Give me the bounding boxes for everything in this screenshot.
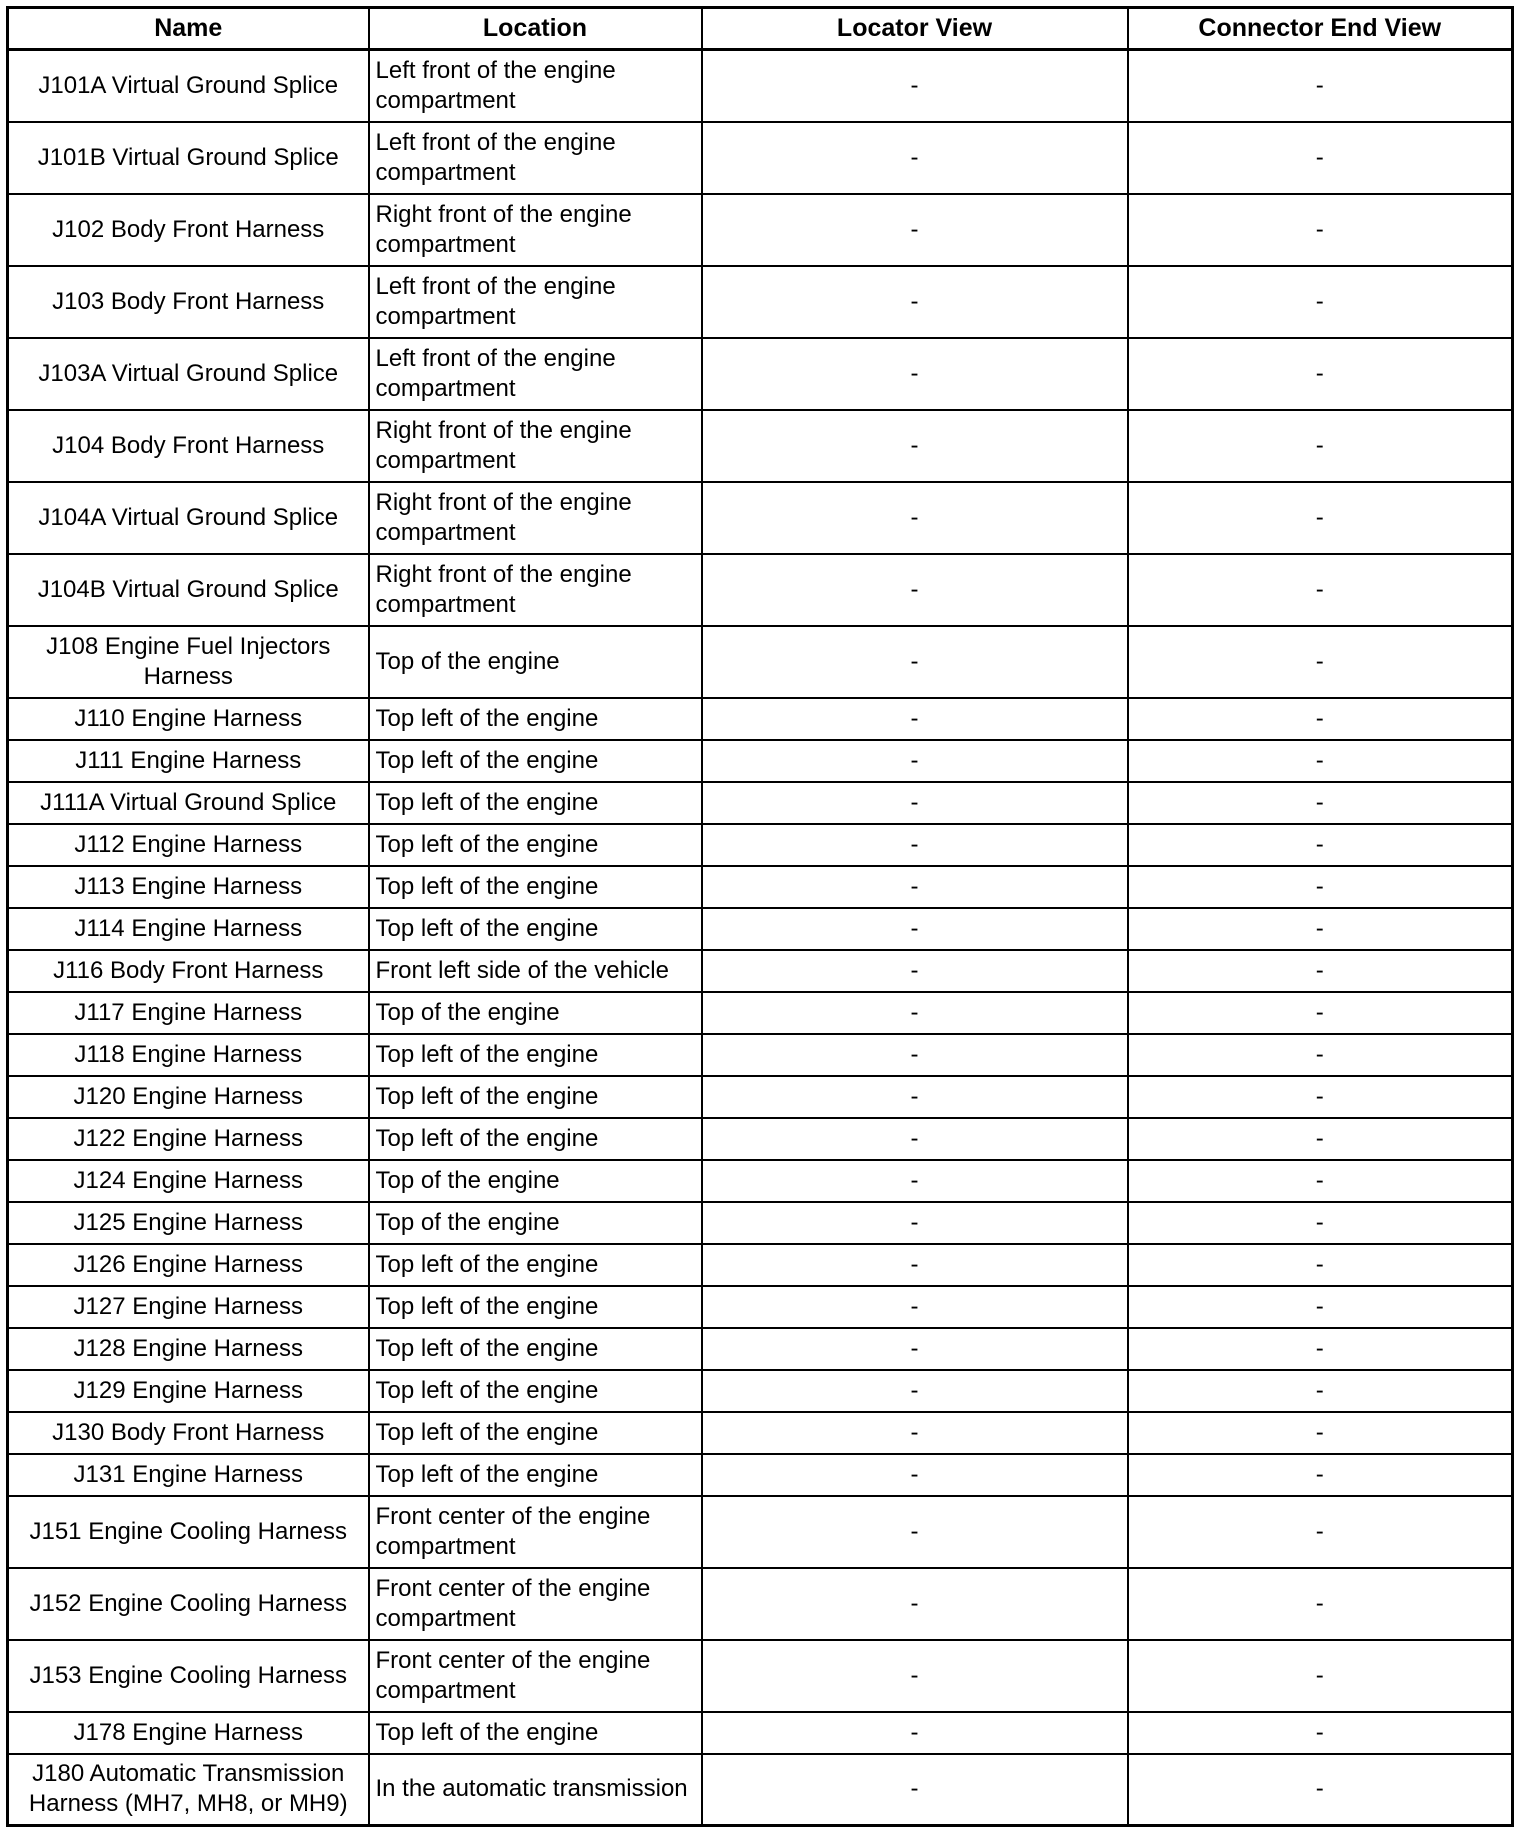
cell-name: J128 Engine Harness — [8, 1328, 369, 1370]
header-name: Name — [8, 8, 369, 50]
cell-connector-end-view: - — [1128, 1202, 1513, 1244]
table-row — [8, 950, 1513, 992]
cell-locator-view: - — [702, 482, 1128, 554]
cell-name: J111A Virtual Ground Splice — [8, 782, 369, 824]
cell-name: J126 Engine Harness — [8, 1244, 369, 1286]
cell-locator-view: - — [702, 1496, 1128, 1568]
cell-location: In the automatic transmission — [369, 1754, 702, 1826]
cell-location: Left front of the engine compartment — [369, 122, 702, 194]
cell-name: J178 Engine Harness — [8, 1712, 369, 1754]
table-row — [8, 482, 1513, 554]
cell-locator-view: - — [702, 992, 1128, 1034]
table-row — [8, 1640, 1513, 1712]
cell-connector-end-view: - — [1128, 1640, 1513, 1712]
cell-locator-view: - — [702, 1454, 1128, 1496]
cell-name: J118 Engine Harness — [8, 1034, 369, 1076]
cell-location: Top of the engine — [369, 626, 702, 698]
cell-locator-view: - — [702, 1286, 1128, 1328]
cell-location: Top left of the engine — [369, 1286, 702, 1328]
cell-connector-end-view: - — [1128, 554, 1513, 626]
table-row — [8, 1496, 1513, 1568]
cell-name: J122 Engine Harness — [8, 1118, 369, 1160]
header-locator-view: Locator View — [702, 8, 1128, 50]
cell-location: Top left of the engine — [369, 908, 702, 950]
cell-connector-end-view: - — [1128, 1286, 1513, 1328]
cell-name: J103 Body Front Harness — [8, 266, 369, 338]
cell-location: Right front of the engine compartment — [369, 554, 702, 626]
cell-locator-view: - — [702, 1412, 1128, 1454]
table-row — [8, 266, 1513, 338]
cell-locator-view: - — [702, 1568, 1128, 1640]
cell-connector-end-view: - — [1128, 626, 1513, 698]
table-row — [8, 824, 1513, 866]
cell-name: J130 Body Front Harness — [8, 1412, 369, 1454]
cell-name: J180 Automatic Transmission Harness (MH7, MH8, or MH9) — [8, 1754, 369, 1826]
cell-name: J152 Engine Cooling Harness — [8, 1568, 369, 1640]
cell-connector-end-view: - — [1128, 740, 1513, 782]
cell-location: Top left of the engine — [369, 1412, 702, 1454]
cell-location: Top left of the engine — [369, 1370, 702, 1412]
cell-location: Right front of the engine compartment — [369, 410, 702, 482]
cell-locator-view: - — [702, 1640, 1128, 1712]
table-row — [8, 122, 1513, 194]
cell-name: J120 Engine Harness — [8, 1076, 369, 1118]
cell-locator-view: - — [702, 50, 1128, 122]
cell-name: J114 Engine Harness — [8, 908, 369, 950]
cell-locator-view: - — [702, 554, 1128, 626]
cell-connector-end-view: - — [1128, 1076, 1513, 1118]
table-row — [8, 698, 1513, 740]
cell-connector-end-view: - — [1128, 1328, 1513, 1370]
cell-connector-end-view: - — [1128, 1412, 1513, 1454]
cell-name: J108 Engine Fuel Injectors Harness — [8, 626, 369, 698]
table-row — [8, 194, 1513, 266]
cell-locator-view: - — [702, 908, 1128, 950]
cell-connector-end-view: - — [1128, 950, 1513, 992]
cell-connector-end-view: - — [1128, 866, 1513, 908]
table-row — [8, 1328, 1513, 1370]
cell-location: Front left side of the vehicle — [369, 950, 702, 992]
cell-locator-view: - — [702, 122, 1128, 194]
cell-locator-view: - — [702, 1328, 1128, 1370]
cell-connector-end-view: - — [1128, 338, 1513, 410]
cell-connector-end-view: - — [1128, 122, 1513, 194]
cell-locator-view: - — [702, 1754, 1128, 1826]
cell-name: J129 Engine Harness — [8, 1370, 369, 1412]
cell-connector-end-view: - — [1128, 698, 1513, 740]
table-row — [8, 1754, 1513, 1826]
cell-name: J104A Virtual Ground Splice — [8, 482, 369, 554]
cell-location: Left front of the engine compartment — [369, 50, 702, 122]
cell-connector-end-view: - — [1128, 1160, 1513, 1202]
cell-connector-end-view: - — [1128, 482, 1513, 554]
cell-locator-view: - — [702, 1160, 1128, 1202]
table-row — [8, 1454, 1513, 1496]
table-row — [8, 866, 1513, 908]
cell-location: Front center of the engine compartment — [369, 1640, 702, 1712]
cell-location: Top left of the engine — [369, 740, 702, 782]
cell-connector-end-view: - — [1128, 1568, 1513, 1640]
cell-location: Top left of the engine — [369, 698, 702, 740]
cell-location: Front center of the engine compartment — [369, 1496, 702, 1568]
table-row — [8, 1160, 1513, 1202]
table-row — [8, 410, 1513, 482]
cell-locator-view: - — [702, 1202, 1128, 1244]
cell-name: J102 Body Front Harness — [8, 194, 369, 266]
cell-connector-end-view: - — [1128, 1712, 1513, 1754]
cell-location: Top of the engine — [369, 1202, 702, 1244]
cell-locator-view: - — [702, 866, 1128, 908]
cell-name: J104B Virtual Ground Splice — [8, 554, 369, 626]
cell-name: J125 Engine Harness — [8, 1202, 369, 1244]
cell-name: J116 Body Front Harness — [8, 950, 369, 992]
cell-locator-view: - — [702, 410, 1128, 482]
cell-connector-end-view: - — [1128, 410, 1513, 482]
cell-locator-view: - — [702, 824, 1128, 866]
table-row — [8, 908, 1513, 950]
table-row — [8, 554, 1513, 626]
cell-name: J153 Engine Cooling Harness — [8, 1640, 369, 1712]
cell-location: Top left of the engine — [369, 866, 702, 908]
table-row — [8, 992, 1513, 1034]
cell-locator-view: - — [702, 266, 1128, 338]
cell-locator-view: - — [702, 626, 1128, 698]
cell-locator-view: - — [702, 1034, 1128, 1076]
table-row — [8, 1412, 1513, 1454]
table-row — [8, 1034, 1513, 1076]
connector-table — [6, 6, 1514, 1827]
cell-locator-view: - — [702, 950, 1128, 992]
cell-location: Top left of the engine — [369, 1712, 702, 1754]
cell-locator-view: - — [702, 740, 1128, 782]
table-body — [8, 50, 1513, 1826]
cell-locator-view: - — [702, 1370, 1128, 1412]
header-location: Location — [369, 8, 702, 50]
cell-name: J151 Engine Cooling Harness — [8, 1496, 369, 1568]
cell-name: J104 Body Front Harness — [8, 410, 369, 482]
table-row — [8, 626, 1513, 698]
cell-locator-view: - — [702, 1118, 1128, 1160]
table-row — [8, 1370, 1513, 1412]
cell-locator-view: - — [702, 338, 1128, 410]
cell-name: J117 Engine Harness — [8, 992, 369, 1034]
cell-connector-end-view: - — [1128, 824, 1513, 866]
cell-connector-end-view: - — [1128, 266, 1513, 338]
cell-locator-view: - — [702, 782, 1128, 824]
cell-location: Front center of the engine compartment — [369, 1568, 702, 1640]
cell-name: J131 Engine Harness — [8, 1454, 369, 1496]
cell-locator-view: - — [702, 1244, 1128, 1286]
cell-location: Top left of the engine — [369, 1118, 702, 1160]
cell-name: J124 Engine Harness — [8, 1160, 369, 1202]
table-row — [8, 1118, 1513, 1160]
cell-location: Top of the engine — [369, 1160, 702, 1202]
cell-name: J111 Engine Harness — [8, 740, 369, 782]
cell-location: Top left of the engine — [369, 1328, 702, 1370]
cell-connector-end-view: - — [1128, 782, 1513, 824]
table-row — [8, 1244, 1513, 1286]
cell-locator-view: - — [702, 194, 1128, 266]
cell-location: Right front of the engine compartment — [369, 194, 702, 266]
table-row — [8, 1712, 1513, 1754]
cell-location: Top left of the engine — [369, 1454, 702, 1496]
cell-location: Right front of the engine compartment — [369, 482, 702, 554]
cell-location: Top left of the engine — [369, 1244, 702, 1286]
cell-location: Top of the engine — [369, 992, 702, 1034]
header-connector-end-view: Connector End View — [1128, 8, 1513, 50]
cell-name: J112 Engine Harness — [8, 824, 369, 866]
table-row — [8, 338, 1513, 410]
table-row — [8, 50, 1513, 122]
table-row — [8, 1568, 1513, 1640]
cell-name: J113 Engine Harness — [8, 866, 369, 908]
cell-connector-end-view: - — [1128, 992, 1513, 1034]
cell-connector-end-view: - — [1128, 50, 1513, 122]
table-row — [8, 1076, 1513, 1118]
table-row — [8, 740, 1513, 782]
cell-name: J110 Engine Harness — [8, 698, 369, 740]
cell-location: Left front of the engine compartment — [369, 266, 702, 338]
cell-connector-end-view: - — [1128, 1454, 1513, 1496]
cell-connector-end-view: - — [1128, 1754, 1513, 1826]
cell-location: Top left of the engine — [369, 1034, 702, 1076]
cell-name: J103A Virtual Ground Splice — [8, 338, 369, 410]
cell-name: J101A Virtual Ground Splice — [8, 50, 369, 122]
table-row — [8, 1202, 1513, 1244]
cell-connector-end-view: - — [1128, 1034, 1513, 1076]
cell-location: Top left of the engine — [369, 782, 702, 824]
cell-name: J101B Virtual Ground Splice — [8, 122, 369, 194]
cell-connector-end-view: - — [1128, 194, 1513, 266]
cell-locator-view: - — [702, 1712, 1128, 1754]
cell-name: J127 Engine Harness — [8, 1286, 369, 1328]
cell-connector-end-view: - — [1128, 1496, 1513, 1568]
cell-connector-end-view: - — [1128, 908, 1513, 950]
cell-location: Left front of the engine compartment — [369, 338, 702, 410]
cell-connector-end-view: - — [1128, 1370, 1513, 1412]
table-row — [8, 782, 1513, 824]
cell-connector-end-view: - — [1128, 1118, 1513, 1160]
cell-location: Top left of the engine — [369, 824, 702, 866]
table-header-row — [8, 8, 1513, 50]
cell-connector-end-view: - — [1128, 1244, 1513, 1286]
table-row — [8, 1286, 1513, 1328]
cell-locator-view: - — [702, 1076, 1128, 1118]
cell-locator-view: - — [702, 698, 1128, 740]
cell-location: Top left of the engine — [369, 1076, 702, 1118]
